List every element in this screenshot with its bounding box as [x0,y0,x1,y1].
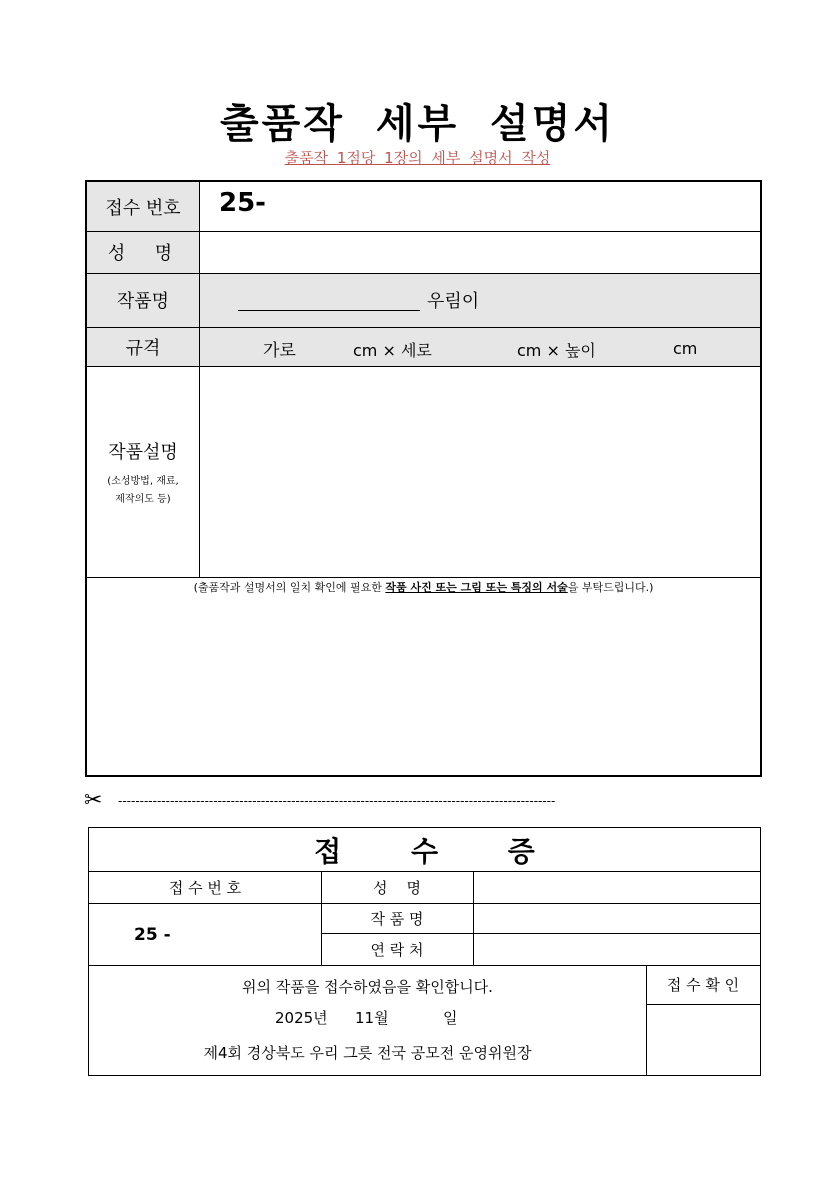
photo-note [87,579,760,595]
page-title: 출품작 세부 설명서 [220,101,615,147]
description-sub-1: (소성방법, 재료, [107,476,179,487]
description-label: 작품설명 [108,442,178,463]
receipt [88,827,761,1076]
receipt-contact-label: 연 락 처 [370,940,424,959]
description-sub-2: 제작의도 등) [115,494,171,505]
photo-note-suffix: 을 부탁드립니다.) [567,581,654,594]
spec-depth-label: cm × 높이 [517,341,596,360]
receipt-reception-value[interactable]: 25 - [134,925,171,945]
photo-note-prefix: (출품작과 설명서의 일치 확인에 필요한 [193,581,386,594]
receipt-date-year: 2025년 [275,1009,328,1027]
receipt-title: 접 수 증 [314,834,535,868]
reception-number-value[interactable]: 25- [219,188,266,218]
receipt-date-month: 11월 [355,1009,389,1027]
work-title-label: 작품명 [116,291,170,312]
name-field[interactable] [200,232,758,272]
work-title-suffix: 우림이 [427,291,480,312]
detail-form [85,180,762,777]
receipt-name-field[interactable] [474,872,760,902]
receipt-reception-label: 접 수 번 호 [168,878,242,897]
photo-area[interactable] [89,598,758,773]
receipt-work-field[interactable] [474,904,760,932]
spec-unit-label: cm [673,339,698,358]
spec-width-label: 가로 [263,341,296,361]
receipt-committee: 제4회 경상북도 우리 그릇 전국 공모전 운영위원장 [203,1043,532,1062]
work-title-underline[interactable] [238,310,420,311]
description-field[interactable] [200,367,758,576]
receipt-confirm-text: 위의 작품을 접수하였음을 확인합니다. [242,977,493,996]
receipt-confirm-stamp-area[interactable] [647,1005,760,1075]
receipt-work-label: 작 품 명 [370,909,424,928]
page-subtitle: 출품작 1점당 1장의 세부 설명서 작성 [284,149,551,167]
receipt-contact-field[interactable] [474,934,760,964]
spec-label: 규격 [125,337,161,359]
receipt-confirm-label: 접 수 확 인 [666,976,740,994]
scissors-icon: ✂ [84,788,103,813]
cut-dashed-line: ----------------------------------------------------------------------------------------------------- [118,794,556,808]
spec-height-label: cm × 세로 [353,341,432,360]
receipt-name-label: 성 명 [372,878,422,897]
photo-note-bold: 작품 사진 또는 그림 또는 특징의 서술 [385,581,568,594]
name-label: 성 명 [107,243,179,264]
reception-number-label: 접수 번호 [105,197,181,219]
receipt-date-day: 일 [443,1009,458,1027]
